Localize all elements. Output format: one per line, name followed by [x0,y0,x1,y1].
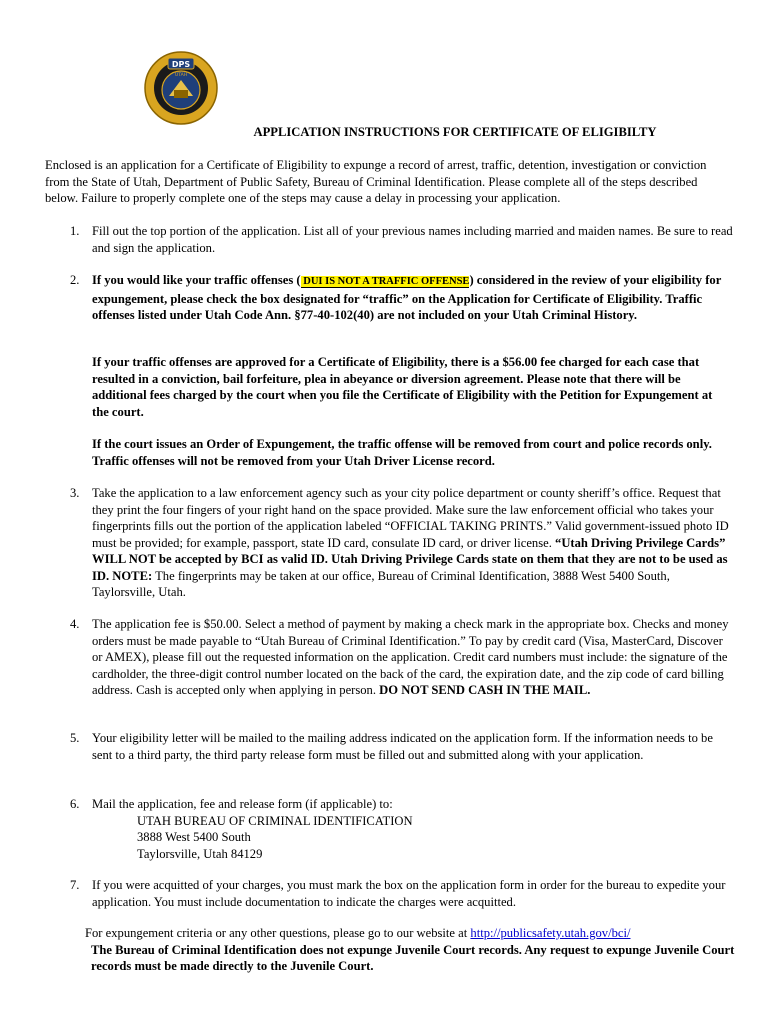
list-item-2: 2. If you would like your traffic offenses ( DUI IS NOT A TRAFFIC OFFENSE) considered in the review of your eligibility for expungement, please check the box designated for “traffic” on the Application for Certificate of Eligibility. Traffic offenses listed under Utah Code Ann. §77-40-102(40) are not included on your Utah Criminal History. [70,273,722,322]
bci-website-link[interactable]: http://publicsafety.utah.gov/bci/ [470,926,631,940]
list-item-5: 5. Your eligibility letter will be mailed to the mailing address indicated on the application form. If the information needs to be sent to a third party, the third party release form must be filled out and submitted along with your application. [70,731,713,762]
mailing-address: UTAH BUREAU OF CRIMINAL IDENTIFICATION 3888 West 5400 South Taylorsville, Utah 84129 [137,813,413,861]
svg-text:UTAH: UTAH [174,73,188,78]
list-item-3: 3. Take the application to a law enforcement agency such as your city police department or county sheriff’s office. Request that they print the four fingers of your right hand on the space provided. Make sure the law enforcement official who takes your fingerprints fills out the portion of the application labeled “OFFICIAL TAKING PRINTS.” Valid government-issued photo ID must be provided; for example, passport, state ID card, consulate ID card, or driver license. “Utah Driving Privilege Cards” WILL NOT be accepted by BCI as valid ID. Utah Driving Privilege Cards state on them that they are not to be used as ID. NOTE: The fingerprints may be taken at our office, Bureau of Criminal Identification, 3888 West 5400 South, Taylorsville, Utah. [70,486,729,599]
dps-seal-logo [143,50,219,126]
document-title: APPLICATION INSTRUCTIONS FOR CERTIFICATE OF ELIGIBILTY [253,125,657,139]
svg-text:DPS: DPS [171,60,191,69]
juvenile-court-notice: The Bureau of Criminal Identification does not expunge Juvenile Court records. Any request to expunge Juvenile Court records must be made directly to the Juvenile Court. [91,942,735,973]
footer-note: For expungement criteria or any other questions, please go to our website at http://publicsafety.utah.gov/bci/ The Bureau of Criminal Identification does not expunge Juvenile Court records. Any request to expunge Juvenile Court records must be made directly to the Juvenile Court. [85,926,735,973]
list-item-4: 4. The application fee is $50.00. Select a method of payment by making a check mark in the appropriate box. Checks and money orders must be made payable to “Utah Bureau of Criminal Identification.” To pay by credit card (Visa, MasterCard, Discover or AMEX), please fill out the requested information on the application. Credit card numbers must include: the signature of the cardholder, the three-digit control number located on the back of the card, the expiration date, and the zip code of card billing address. Cash is accepted only when applying in person. DO NOT SEND CASH IN THE MAIL. [70,617,729,697]
traffic-fee-paragraph: If your traffic offenses are approved for a Certificate of Eligibility, there is a $56.00 fee charged for each case that resulted in a conviction, bail forfeiture, plea in abeyance or diversion agreement. Please note that there will be additional fees charged by the court when you file the Certificate of Eligibility with the Petition for Expungement at the court. [92,355,713,419]
intro-paragraph: Enclosed is an application for a Certificate of Eligibility to expunge a record of arrest, traffic, detention, investigation or conviction from the State of Utah, Department of Public Safety, Bureau of Criminal Identification. Please complete all of the steps described below. Failure to properly complete one of the steps may cause a delay in processing your application. [45,158,707,205]
list-item-7: 7. If you were acquitted of your charges, you must mark the box on the application form in order for the bureau to expedite your application. You must include documentation to indicate the charges were acquitted. [70,878,726,909]
expungement-order-paragraph: If the court issues an Order of Expungement, the traffic offense will be removed from court and police records only. Traffic offenses will not be removed from your Utah Driver License record. [92,437,712,468]
dui-highlight: DUI IS NOT A TRAFFIC OFFENSE [300,276,470,287]
list-item-1: 1. Fill out the top portion of the application. List all of your previous names including married and maiden names. Be sure to read and sign the application. [70,224,733,255]
list-item-6: 6. Mail the application, fee and release form (if applicable) to: UTAH BUREAU OF CRIMINAL IDENTIFICATION 3888 West 5400 South Taylorsville, Utah 84129 [70,796,735,862]
